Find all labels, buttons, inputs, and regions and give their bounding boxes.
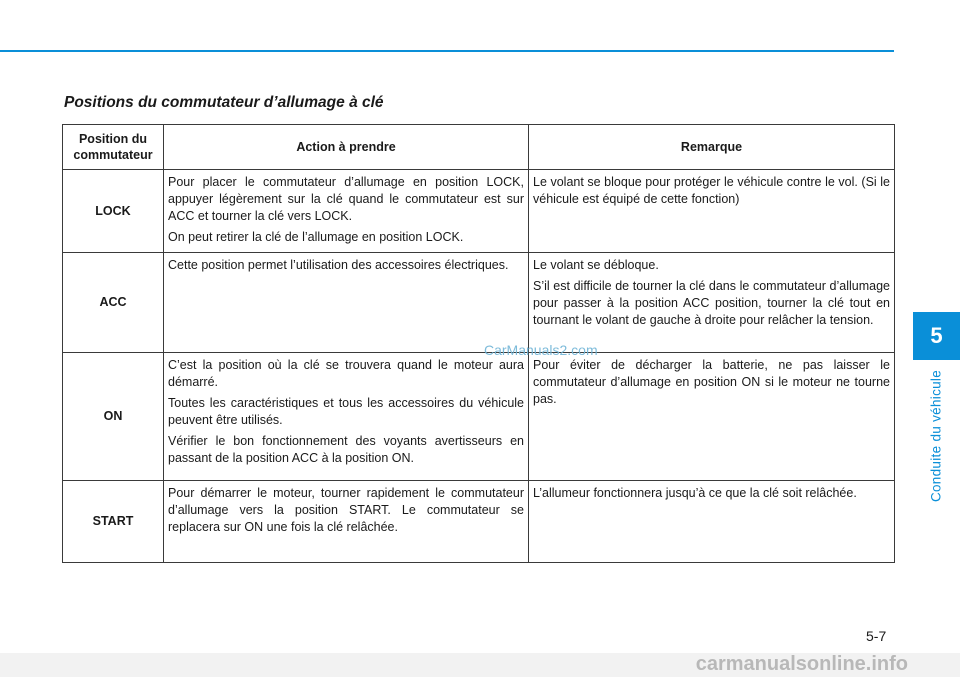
action-text: Cette position permet l’utilisation des accessoires électriques. — [168, 258, 509, 272]
action-text: Pour placer le commutateur d’allumage en position LOCK, appuyer légèrement sur la clé quand le commutateur est sur ACC et tourner la clé vers LOCK. — [168, 175, 524, 223]
remark-text: S’il est difficile de tourner la clé dans le commutateur d’allumage pour passer à la position ACC position, tourner la clé tout en tournant le volant de gauche à droite pour relâcher la tension. — [533, 279, 890, 327]
table-header-row — [63, 125, 895, 170]
header-action: Action à prendre — [164, 125, 529, 170]
remark-cell — [529, 170, 895, 253]
action-cell — [164, 170, 529, 253]
ignition-positions-table — [62, 124, 895, 563]
remark-text: Pour éviter de décharger la batterie, ne pas laisser le commutateur d’allumage en position ON si le moteur ne tourne pas. — [533, 358, 890, 406]
watermark-text: CarManuals2.com — [484, 342, 598, 358]
table-row-start — [63, 481, 895, 563]
action-text: Pour démarrer le moteur, tourner rapidement le commutateur d’allumage vers la position START. Le commutateur se replacera sur ON une fois la clé relâchée. — [168, 486, 524, 534]
position-cell: ON — [63, 353, 164, 481]
action-text: C’est la position où la clé se trouvera quand le moteur aura démarré. — [168, 358, 524, 389]
header-rule — [0, 50, 894, 52]
table-row-lock — [63, 170, 895, 253]
action-cell — [164, 353, 529, 481]
remark-text: L’allumeur fonctionnera jusqu’à ce que la clé soit relâchée. — [533, 486, 857, 500]
action-cell — [164, 481, 529, 563]
section-title: Positions du commutateur d’allumage à clé — [64, 94, 384, 111]
position-cell: LOCK — [63, 170, 164, 253]
remark-cell — [529, 481, 895, 563]
position-cell: ACC — [63, 253, 164, 353]
footer-watermark-text: carmanualsonline.info — [695, 653, 908, 675]
remark-text: Le volant se bloque pour protéger le véhicule contre le vol. (Si le véhicule est équipé de cette fonction) — [533, 175, 890, 206]
position-cell: START — [63, 481, 164, 563]
chapter-number-tab: 5 — [913, 312, 960, 360]
action-text: Toutes les caractéristiques et tous les accessoires du véhicule peuvent être utilisés. — [168, 396, 524, 427]
chapter-label: Conduite du véhicule — [928, 369, 944, 503]
header-remark: Remarque — [529, 125, 895, 170]
remark-cell — [529, 253, 895, 353]
remark-cell — [529, 353, 895, 481]
table-row-acc — [63, 253, 895, 353]
header-position: Position du commutateur — [63, 125, 164, 170]
action-cell — [164, 253, 529, 353]
action-text: On peut retirer la clé de l’allumage en position LOCK. — [168, 230, 464, 244]
table-row-on — [63, 353, 895, 481]
page-number: 5-7 — [866, 628, 887, 644]
remark-text: Le volant se débloque. — [533, 258, 659, 272]
footer-watermark-bar — [0, 653, 960, 677]
action-text: Vérifier le bon fonctionnement des voyants avertisseurs en passant de la position ACC à la position ON. — [168, 434, 524, 465]
